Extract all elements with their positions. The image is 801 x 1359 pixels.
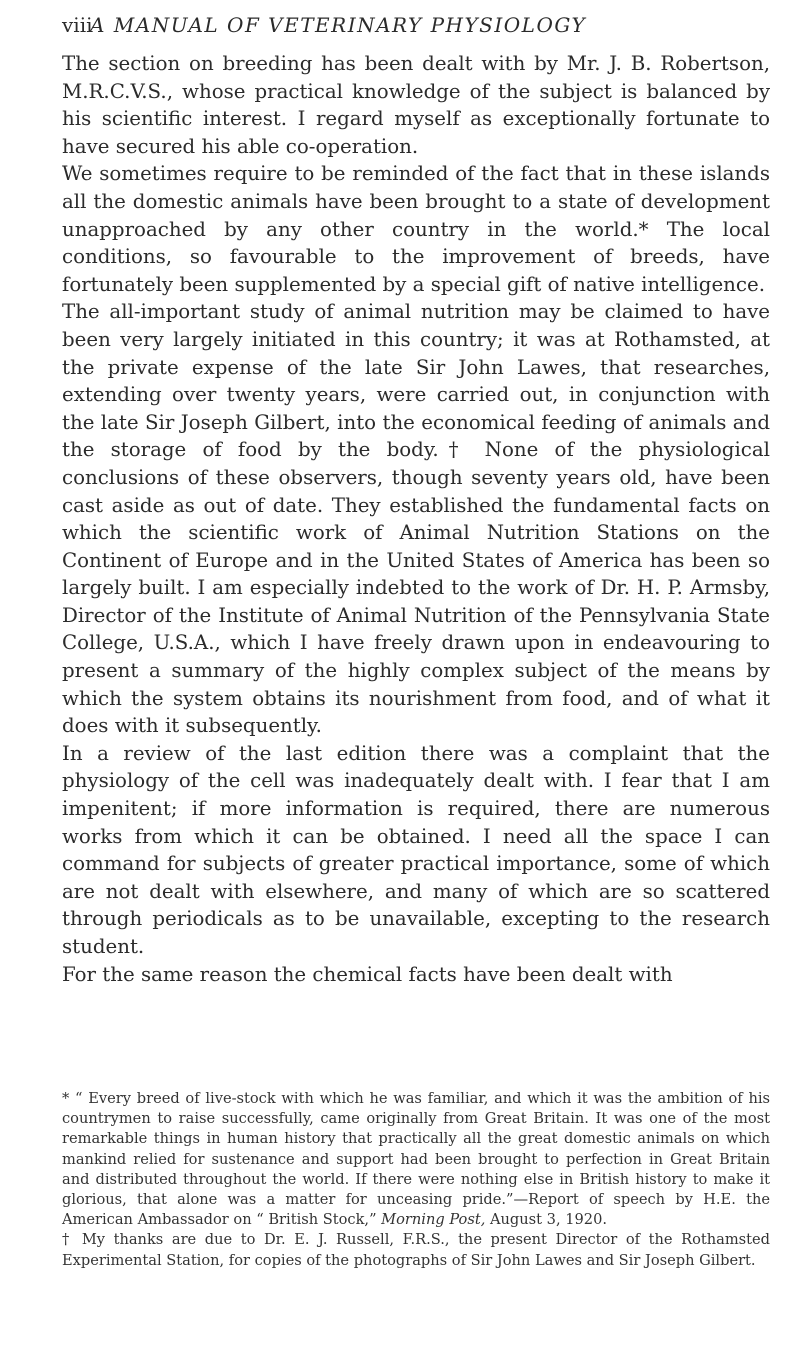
running-header: [62, 8, 762, 42]
footnote-asterisk-text: * “ Every breed of live-stock with which he was familiar, and which it was the ambition of his countrymen to raise successfully, came originally from Great Britain. It was one of the most remarkable things in human history that practically all the great domestic animals on which mankind relied for sustenance and support had been brought to perfection in Great Britain and distributed throughout the world. If there were nothing else in British history to make it glorious, that alone was a matter for unceasing pride.”—Report of speech by H.E. the American Ambassador on “ British Stock,”: [62, 1090, 770, 1229]
running-title: A MANUAL OF VETERINARY PHYSIOLOGY: [90, 13, 587, 37]
footnote-asterisk: [62, 1089, 770, 1230]
footnote-publication: Morning Post,: [381, 1211, 486, 1229]
paragraph-nutrition: The all-important study of animal nutrition may be claimed to have been very largely initiated in this country; it was at Rothamsted, at the private expense of the late Sir John Lawes, that researches, extending over twenty years, were carried out, in conjunction with the late Sir Joseph Gilbert, into the economical feeding of animals and the storage of food by the body.† None of the physiological conclusions of these observers, though seventy years old, have been cast aside as out of date. They established the fundamental facts on which the scientific work of Animal Nutrition Stations on the Continent of Europe and in the United States of America has been so largely built. I am especially indebted to the work of Dr. H. P. Armsby, Director of the Institute of Animal Nutrition of the Pennsylvania State College, U.S.A., which I have freely drawn upon in endeavouring to present a summary of the highly complex subject of the means by which the system obtains its nourishment from food, and of what it does with it subsequently.: [62, 300, 770, 738]
paragraph-domestic-animals: We sometimes require to be reminded of the fact that in these islands all the domestic animals have been brought to a state of development unapproached by any other country in the world.* The local conditions, so favourable to the improvement of breeds, have fortunately been supplemented by a special gift of native intelligence.: [62, 162, 770, 296]
footnote-asterisk-date: August 3, 1920.: [485, 1211, 607, 1229]
body-text: [62, 50, 770, 988]
paragraph-chemical-facts: For the same reason the chemical facts have been dealt with: [62, 962, 673, 986]
paragraph-breeding: The section on breeding has been dealt with by Mr. J. B. Robertson, M.R.C.V.S., whose practical knowledge of the subject is balanced by his scientific interest. I regard myself as exceptionally fortunate to have secured his able co-operation.: [62, 52, 770, 158]
footnote-dagger: † My thanks are due to Dr. E. J. Russell, F.R.S., the present Director of the Rothamsted Experimental Station, for copies of the photographs of Sir John Lawes and Sir Joseph Gilbert.: [62, 1231, 770, 1269]
paragraph-cell-physiology: In a review of the last edition there was a complaint that the physiology of the cell was inadequately dealt with. I fear that I am impenitent; if more information is required, there are numerous works from which it can be obtained. I need all the space I can command for subjects of greater practical importance, some of which are not dealt with elsewhere, and many of which are so scattered through periodicals as to be unavailable, excepting to the research student.: [62, 741, 770, 958]
footnotes: [62, 1089, 770, 1271]
page-number: viii: [62, 13, 93, 37]
